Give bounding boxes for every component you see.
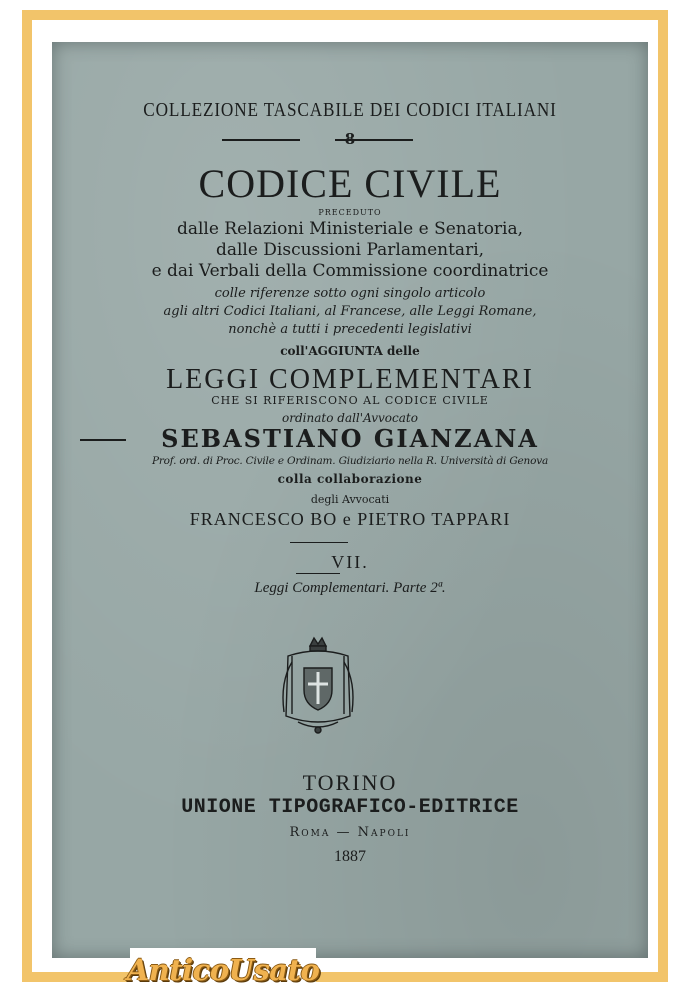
preceduto-label: PRECEDUTO <box>318 208 382 217</box>
publisher-branches: Roma — Napoli <box>289 825 411 840</box>
author-name: SEBASTIANO GIANZANA <box>161 424 539 453</box>
publication-year: 1887 <box>334 848 366 865</box>
subtitle: LEGGI COMPLEMENTARI <box>166 364 534 395</box>
subtitle-note: CHE SI RIFERISCONO AL CODICE CIVILE <box>211 394 489 407</box>
publisher-name: UNIONE TIPOGRAFICO-EDITRICE <box>181 796 519 819</box>
references-line: agli altri Codici Italiani, al Francese, alle Leggi Romane, <box>163 304 537 319</box>
avvocati-line: degli Avvocati <box>310 493 390 506</box>
publisher-city: TORINO <box>302 770 398 795</box>
watermark-logo <box>126 948 320 992</box>
collaborazione-line: colla collaborazione <box>277 472 423 486</box>
author-title: Prof. ord. di Proc. Civile e Ordinam. Giudiziario nella R. Università di Genova <box>151 455 549 467</box>
preface-line: dalle Discussioni Parlamentari, <box>215 240 485 260</box>
book-cover <box>52 42 648 958</box>
references-line: nonchè a tutti i precedenti legislativi <box>228 322 472 337</box>
book-title: CODICE CIVILE <box>198 161 502 206</box>
volume-underline <box>296 573 340 574</box>
series-title: COLLEZIONE TASCABILE DEI CODICI ITALIANI <box>143 99 557 121</box>
volume-number: VII. <box>331 552 369 572</box>
coauthors: FRANCESCO BO e PIETRO TAPPARI <box>189 509 511 529</box>
coat-of-arms-icon <box>270 632 366 740</box>
series-number: 8 <box>344 130 356 148</box>
preface-line: dalle Relazioni Ministeriale e Senatoria, <box>176 219 524 239</box>
watermark-text: AnticoUsato <box>126 953 320 987</box>
references-line: colle riferenze sotto ogni singolo articolo <box>214 286 486 301</box>
divider <box>290 542 348 543</box>
divider-right <box>335 139 413 141</box>
ordinato-line: ordinato dall'Avvocato <box>282 411 418 425</box>
preface-line: e dai Verbali della Commissione coordinatrice <box>151 261 549 281</box>
volume-part: Leggi Complementari. Parte 2ª. <box>254 580 446 596</box>
aggiunta-line: coll'AGGIUNTA delle <box>280 344 420 358</box>
